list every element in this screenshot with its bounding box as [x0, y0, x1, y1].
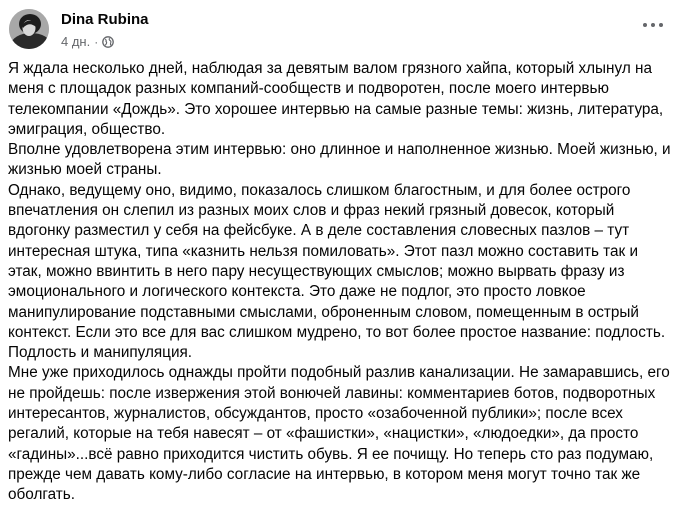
author-avatar[interactable]	[9, 9, 49, 49]
post-text-line: интересантов, журналистов, обсуждантов, просто «озабоченной публики»; после всех	[8, 405, 623, 423]
post-text-line: контекст. Если это все для вас слишком мудрено, то вот более простое название: подлость.	[8, 323, 666, 341]
post-text-line: оболгать.	[8, 486, 76, 504]
post-text-line: не пройдешь: после извержения этой вонючей лавины: комментариев ботов, подворотных	[8, 384, 656, 402]
author-name[interactable]: Dina Rubina	[61, 11, 149, 28]
post-text-line: эмоционального и логического контекста. Это даже не подлог, это просто ловкое	[8, 283, 586, 301]
post-text-line: «гадины»...всё равно приходится чистить обувь. Я ее почищу. Но теперь сто раз подумаю,	[8, 445, 654, 463]
more-options-button[interactable]	[640, 18, 666, 32]
post-header	[0, 0, 680, 56]
post-text-line: прежде чем давать кому-либо согласие на интервью, в котором меня могут точно так же	[8, 465, 641, 483]
post-text-line: эмиграция, общество.	[8, 120, 166, 138]
post-text-line: Мне уже приходилось однажды пройти подобный разлив канализации. Не замаравшись, его	[8, 364, 670, 382]
post-text	[8, 59, 676, 506]
meta-separator: ·	[94, 35, 99, 49]
globe-icon[interactable]	[102, 36, 114, 48]
post-text-line: Однако, ведущему оно, видимо, показалось слишком благостным, и для более острого	[8, 181, 631, 199]
post-time[interactable]: 4 дн.	[61, 34, 91, 49]
post-text-line: манипулирование подставными смыслами, оброненным словом, помещенным в острый	[8, 303, 639, 321]
post-text-line: телекомпании «Дождь». Это хорошее интервью на самые разные темы: жизнь, литература,	[8, 100, 664, 118]
post-text-line: регалий, которые на тебя навесят – от «фашистки», «нацистки», «людоедки», да просто	[8, 425, 639, 443]
post-text-line: Подлость и манипуляция.	[8, 344, 193, 362]
post-text-line: вдогонку разместил у себя на фейсбуке. А в деле составления словесных пазлов – тут	[8, 222, 630, 240]
post-text-line: этак, можно ввинтить в него пару несуществующих смыслов; можно вырвать фразу из	[8, 262, 625, 280]
post-text-line: интересная штука, типа «казнить нельзя помиловать». Этот пазл можно составить так и	[8, 242, 638, 260]
post-meta	[61, 34, 114, 50]
post-text-line: жизнью моей страны.	[8, 161, 162, 179]
post-text-line: впечатления он слепил из разных моих слов и фраз некий грязный довесок, который	[8, 202, 615, 220]
more-icon	[643, 23, 647, 27]
post-text-line: Вполне удовлетворена этим интервью: оно длинное и наполненное жизнью. Моей жизнью, и	[8, 141, 671, 159]
post-text-line: меня с площадок разных компаний-сообществ и подворотен, после моего интервью	[8, 80, 609, 98]
post-text-line: Я ждала несколько дней, наблюдая за девятым валом грязного хайпа, который хлынул на	[8, 60, 652, 77]
